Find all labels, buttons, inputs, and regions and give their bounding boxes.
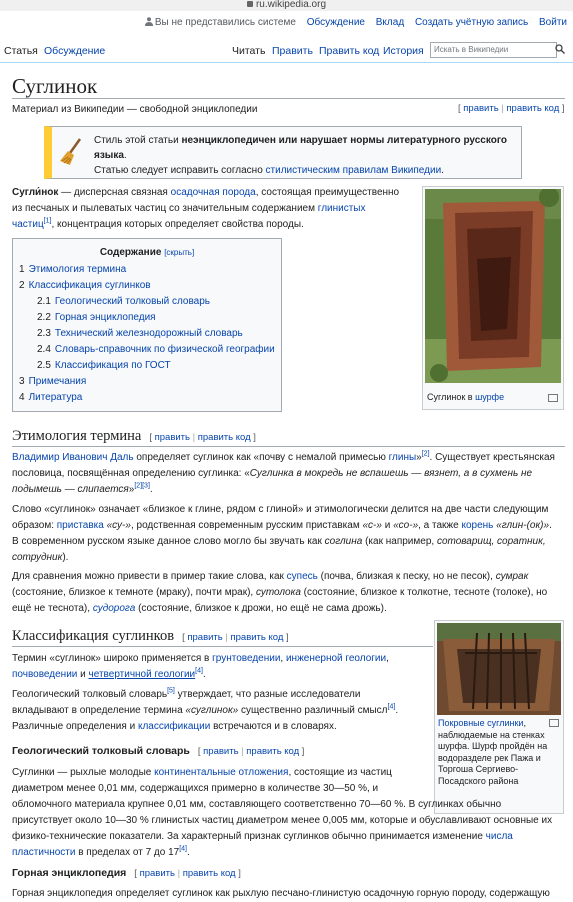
personal-contributions-link[interactable]: Вклад xyxy=(375,17,405,28)
page-title: Суглинок xyxy=(12,74,98,98)
sudoroga-link[interactable]: судорога xyxy=(92,603,136,614)
prefix-link[interactable]: приставка xyxy=(56,520,104,531)
tab-edit[interactable]: Править xyxy=(272,45,313,57)
tab-article[interactable]: Статья xyxy=(0,40,42,62)
page-edit-links: [ править | править код ] xyxy=(458,103,565,114)
thumb-pit-caption: Суглинок в шурфе xyxy=(427,392,505,402)
mining-paragraph: Горная энциклопедия определяет суглинок как рыхлую песчано-глинистую осадочную горную породу, содержащую xyxy=(12,888,550,899)
page-edit-source-link[interactable]: править код xyxy=(506,103,560,114)
ref-1[interactable]: [1] xyxy=(43,217,52,225)
plasticity-link[interactable]: пластичности xyxy=(12,847,76,858)
style-rules-link[interactable]: стилистическим правилам Википедии xyxy=(265,165,442,176)
ref-2-3[interactable]: [2][3] xyxy=(134,482,150,490)
particles-link[interactable]: частиц xyxy=(12,219,44,230)
classifications-link[interactable]: классификации xyxy=(137,721,211,732)
ref-4b[interactable]: [4] xyxy=(387,703,396,711)
toc-item[interactable]: 2 Классификация суглинков xyxy=(19,280,151,291)
continental-deposits-link[interactable]: континентальные отложения xyxy=(154,767,289,778)
classification-paragraph-2: Геологический толковый словарь[5] утверждает, что разные исследователи вкладывают в определение термина «суглинок» существенно различный смысл[4]. Различные определения и классификации встречаются и в словарях. xyxy=(12,687,399,732)
cover-loam-link[interactable]: Покровные суглинки xyxy=(438,718,524,728)
site-tagline: Материал из Википедии — свободной энциклопедии xyxy=(12,104,258,115)
geol-dictionary-paragraph: Суглинки — рыхлые молодые континентальные отложения, состоящие из частиц диаметром менее 0,01 мм, содержащихся примерно в количестве 30—50 %, и обломочного материала крупнее 0,01 мм, составляющего соответственно 70—60 %. В суглинках обычно присутствует около 10—30 % глинистых частиц диаметром менее 0,005 мм, которые и обуславливают основные их физико-технические показатели. За характерный признак суглинков обычно принимается изменение числа пластичности в пределах от 7 до 17[4]. xyxy=(12,767,553,858)
lock-icon xyxy=(247,1,253,7)
section-heading-etymology: Этимология термина [ править | править код ] xyxy=(12,428,256,444)
enlarge-icon[interactable] xyxy=(549,719,559,727)
tab-edit-source[interactable]: Править код xyxy=(319,45,380,57)
url-text: ru.wikipedia.org xyxy=(255,0,327,10)
toc-item[interactable]: 2.2 Горная энциклопедия xyxy=(37,312,156,323)
etymology-paragraph-2: Слово «суглинок» означает «близкое к глине, рядом с глиной» и этимологически делится на две части следующим образом: приставка «су-», родственная современным русским приставкам «с-» и «со-», а также корень «глин-(ок)». В современном русском языке данное слово могло бы звучать как соглина (как например, сотоварищ, соратник, сотрудник). xyxy=(12,504,552,563)
search-icon[interactable] xyxy=(555,44,565,54)
toc-item[interactable]: 4 Литература xyxy=(19,392,83,403)
supes-link[interactable]: супесь xyxy=(286,571,318,582)
subheading-geol-dictionary: Геологический толковый словарь [ править | править код ] xyxy=(12,745,305,757)
toc-title: Содержание xyxy=(99,247,162,258)
create-account-link[interactable]: Создать учётную запись xyxy=(414,17,529,28)
lead-term: Сугли́нок xyxy=(12,187,59,198)
section-divider xyxy=(12,646,433,647)
subheading-mining-encyclopedia: Горная энциклопедия [ править | править код ] xyxy=(12,867,241,879)
thumb-cover-loam-caption: Покровные суглинки, наблюдаемые на стенках шурфа. Шурф пройдён на водоразделе рек Пажа и Торгоша Сергиево- Посадского района xyxy=(438,718,548,786)
etymology-paragraph-3: Для сравнения можно привести в пример такие слова, как супесь (почва, близкая к песку, но не песок), сумрак (состояние, близкое к темноте (мраку), почти мрак), сутолока (состояние, близкое к толкотне, тесноте (толоке), но ещё не теснота), судорога (состояние, близкое к дрожи, но ещё не сама дрожь). xyxy=(12,571,548,614)
toc-item[interactable]: 2.5 Классификация по ГОСТ xyxy=(37,360,171,371)
search-placeholder: Искать в Википедии xyxy=(434,45,509,54)
table-of-contents xyxy=(12,238,282,412)
pit-link[interactable]: шурфе xyxy=(475,392,505,402)
page-edit-link[interactable]: править xyxy=(463,103,499,114)
section-edit-links: [ править | править код ] xyxy=(197,746,305,757)
toc-item[interactable]: 2.1 Геологический толковый словарь xyxy=(37,296,210,307)
cover-loam-photo[interactable] xyxy=(437,623,561,715)
toc-item[interactable]: 2.3 Технический железнодорожный словарь xyxy=(37,328,243,339)
browser-url-bar[interactable] xyxy=(0,0,573,11)
tabs-divider xyxy=(0,62,573,63)
style-warning-box xyxy=(44,126,522,179)
login-link[interactable]: Войти xyxy=(539,17,567,28)
toc-item[interactable]: 2.4 Словарь-справочник по физической географии xyxy=(37,344,275,355)
lead-paragraph: Сугли́нок — дисперсная связная осадочная порода, состоящая преимущественно из песчаных и пылеватых частиц со значительным содержанием глинистых частиц[1], концентрация которых определяет свойства породы. xyxy=(12,187,400,230)
personal-tools xyxy=(145,17,567,28)
dal-link[interactable]: Владимир Иванович Даль xyxy=(12,452,134,463)
tab-read[interactable]: Читать xyxy=(228,40,269,62)
title-divider xyxy=(12,98,565,99)
enlarge-icon[interactable] xyxy=(548,394,558,402)
personal-talk-link[interactable]: Обсуждение xyxy=(306,17,365,28)
style-warning-bold: неэнциклопедичен или нарушает нормы литературного русского языка xyxy=(94,135,507,161)
section-edit-links: [ править | править код ] xyxy=(149,432,256,443)
ref-5[interactable]: [5] xyxy=(167,687,175,695)
plasticity-number-link[interactable]: числа xyxy=(485,831,513,842)
section-divider xyxy=(12,446,565,447)
soil-pit-photo[interactable] xyxy=(425,189,561,383)
broom-icon xyxy=(58,137,84,167)
search-input[interactable] xyxy=(430,42,557,58)
etymology-paragraph-1: Владимир Иванович Даль определяет суглинок как «почву с немалой примесью глины»[2]. Существует крестьянская пословица, посвящённая определению суглинка: «Суглинка в мокредь не вспашешь — вязнет, а в сухмень не подымешь — слипается»[2][3]. xyxy=(12,450,555,495)
quaternary-geology-link[interactable]: четвертичной геологии xyxy=(88,669,196,680)
toc-item[interactable]: 3 Примечания xyxy=(19,376,87,387)
not-logged-in-text: Вы не представились системе xyxy=(154,17,296,28)
sedimentary-rock-link[interactable]: осадочная порода xyxy=(170,187,256,198)
clay-link-2[interactable]: глины xyxy=(388,452,417,463)
style-warning-text: Стиль этой статьи неэнциклопедичен или нарушает нормы литературного русского языка. Статью следует исправить согласно стилистическим правилам Википедии. xyxy=(94,135,507,176)
ref-4c[interactable]: [4] xyxy=(179,845,187,853)
soil-science-link[interactable]: грунтоведении xyxy=(212,653,281,664)
thumb-pit-image xyxy=(422,186,564,410)
clay-link[interactable]: глинистых xyxy=(317,203,366,214)
section-edit-links: [ править | править код ] xyxy=(182,632,289,643)
section-heading-classification: Классификация суглинков [ править | править код ] xyxy=(12,628,289,644)
user-icon xyxy=(145,17,153,26)
classification-paragraph-1: Термин «суглинок» широко применяется в грунтоведении, инженерной геологии, почвоведении и четвертичной геологии[4]. xyxy=(12,653,389,680)
ref-4[interactable]: [4] xyxy=(195,667,203,675)
section-edit-links: [ править | править код ] xyxy=(134,868,241,879)
toc-hide-toggle[interactable]: [скрыть] xyxy=(164,248,195,257)
tab-discussion[interactable]: Обсуждение xyxy=(44,45,106,57)
toc-item[interactable]: 1 Этимология термина xyxy=(19,264,127,275)
ref-2[interactable]: [2] xyxy=(421,450,430,458)
root-link[interactable]: корень xyxy=(461,520,494,531)
engineering-geology-link[interactable]: инженерной геологии xyxy=(285,653,387,664)
pedology-link[interactable]: почвоведении xyxy=(12,669,78,680)
tab-history[interactable]: История xyxy=(383,45,424,57)
